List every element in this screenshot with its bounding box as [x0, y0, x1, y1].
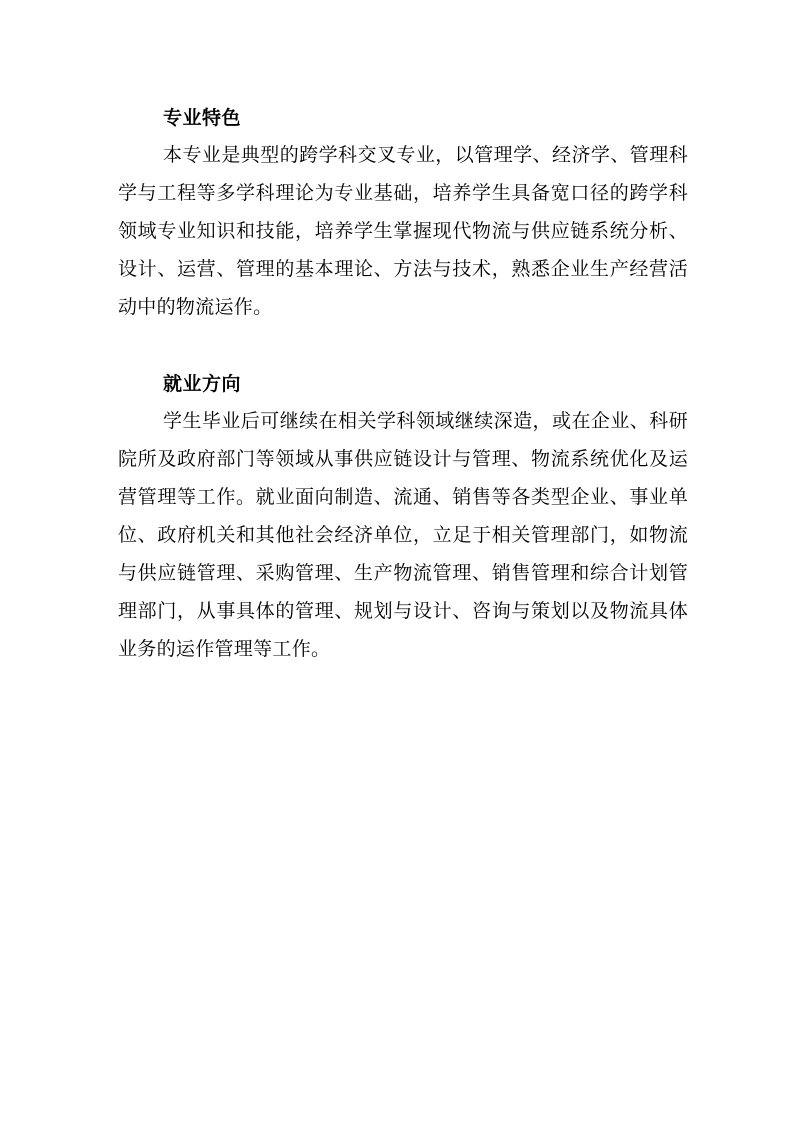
section-heading-employment-direction: 就业方向: [163, 373, 242, 395]
section-body-major-features: 本专业是典型的跨学科交叉专业，以管理学、经济学、管理科学与工程等多学科理论为专业基础，培养学生具备宽口径的跨学科领域专业知识和技能，培养学生掌握现代物流与供应链系统分析、设计、运营、管理的基本理论、方法与技术，熟悉企业生产经营活动中的物流运作。: [118, 144, 688, 318]
section-major-features: [118, 100, 688, 326]
section-heading-major-features: 专业特色: [163, 107, 242, 129]
document-page: [118, 100, 688, 668]
section-body-employment-direction: 学生毕业后可继续在相关学科领域继续深造，或在企业、科研院所及政府部门等领域从事供应链设计与管理、物流系统优化及运营管理等工作。就业面向制造、流通、销售等各类型企业、事业单位、政府机关和其他社会经济单位，立足于相关管理部门，如物流与供应链管理、采购管理、生产物流管理、销售管理和综合计划管理部门，从事具体的管理、规划与设计、咨询与策划以及物流具体业务的运作管理等工作。: [118, 410, 688, 660]
section-employment-direction: [118, 366, 688, 668]
